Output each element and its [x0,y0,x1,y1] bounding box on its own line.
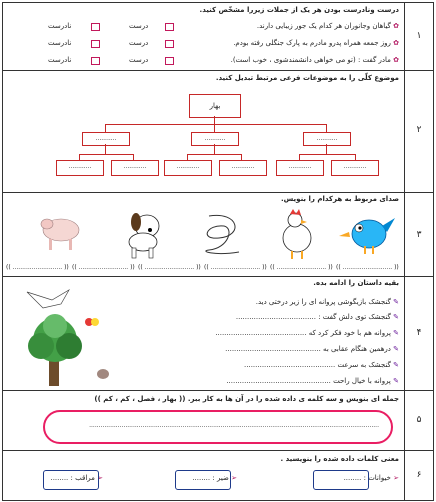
connector [326,124,327,132]
statement-1: ✿ گیاهان وجانوران هر کدام یک جور زیبایی دارند. [256,22,399,30]
dog-icon [129,213,159,258]
true-option-3[interactable]: درست [129,56,149,64]
sound-answer[interactable]: (( .......................... )) [72,264,135,271]
leaf-box[interactable]: ............ [219,160,267,176]
section-number: ۶ [416,470,422,480]
statement-3: ✿ مادر گفت : (تو می خواهی دانشمندشوی ، خوب است). [230,56,399,64]
sound-answer[interactable]: (( .......................... )) [270,264,333,271]
connector [105,124,106,132]
sound-answer[interactable]: (( .......................... )) [138,264,201,271]
story-line[interactable]: ✎ پروانه با خیال راحت ............................................... [226,377,399,385]
leaf-box[interactable]: ............ [331,160,379,176]
answer-box[interactable] [175,470,231,490]
false-option-3[interactable]: نادرست [48,56,72,64]
statement-2: ✿ روز جمعه همراه پدرو مادرم به پارک جنگلی رفته بودم. [233,39,399,47]
word-item: ➢ مراقب : ........ [50,474,103,482]
false-option-2[interactable]: نادرست [48,39,72,47]
subtopic-box[interactable]: ........... [191,132,239,146]
section-number: ۲ [416,125,422,135]
connector [105,124,327,125]
section-5 [3,390,433,451]
true-checkbox-1[interactable] [165,23,174,31]
true-checkbox-3[interactable] [165,57,174,65]
story-line[interactable]: ✎ گنجشک به سرعت ......................................... [244,361,399,369]
section-6 [3,450,433,500]
section-title: صدای مربوط به هرکدام را بنویس. [281,195,399,203]
section-title: بقیه داستان را ادامه بده. [313,279,399,287]
story-line: ✎ گنجشک بازیگوشی پروانه ای را زیر درختی دید. [255,298,399,306]
connector [105,144,106,154]
leaf-box[interactable]: ............ [111,160,159,176]
true-option-2[interactable]: درست [129,39,149,47]
tree-icon [28,314,82,386]
false-checkbox-2[interactable] [91,40,100,48]
section-title: موضوع کلّی را به موضوعات فرعی مرتبط تبدیل کنید. [215,74,399,82]
connector [299,154,355,155]
answer-oval[interactable] [43,410,393,444]
section-number: ۳ [416,230,422,240]
bird-icon [339,218,395,254]
connector [214,144,215,154]
answer-box[interactable] [313,470,369,490]
connector [326,144,327,154]
subtopic-box[interactable]: ........... [82,132,130,146]
connector [187,154,241,155]
answer-line[interactable]: ........................................................................................................................................................ [89,422,379,429]
sound-answer[interactable]: (( .......................... )) [6,264,69,271]
section-4 [3,276,433,391]
section-2 [3,70,433,193]
eagle-icon [27,290,69,308]
leaf-box[interactable]: ............ [56,160,104,176]
section-number: ۴ [416,328,422,338]
leaf-box[interactable]: ............ [164,160,212,176]
section-3 [3,192,433,277]
connector [214,124,215,132]
sound-answer[interactable]: (( .......................... )) [336,264,399,271]
section-1 [3,3,433,71]
word-item: ➢ خیوانات : ........ [343,474,399,482]
worksheet-frame [2,2,434,501]
word-item: ➢ ضیر : ........ [192,474,237,482]
section-number: ۱ [416,31,422,41]
connector [214,116,215,124]
sound-answer[interactable]: (( .......................... )) [204,264,267,271]
section-title: معنی کلمات داده شده را بنویسید . [280,455,399,463]
section-title: جمله ای بنویس و سه کلمه ی داده شده را در آن ها به کار ببر. (( بهار ، فصل ، کم ، کم )) [94,395,399,403]
snake-icon [206,215,239,253]
true-checkbox-2[interactable] [165,40,174,48]
answer-box[interactable] [43,470,99,490]
subtopic-box[interactable]: ........... [303,132,351,146]
animal-pictures [39,206,399,260]
section-number: ۵ [416,415,422,425]
story-picture [7,282,117,388]
story-line[interactable]: ✎ درهمین هنگام عقابی به ........................................... [225,345,399,353]
sheep-icon [41,219,79,250]
rooster-icon [283,209,311,259]
story-line[interactable]: ✎ پروانه هم با خود فکر کرد که ......................................... [215,329,399,337]
root-topic-box: بهار [189,94,241,118]
false-option-1[interactable]: نادرست [48,22,72,30]
leaf-box[interactable]: ............ [276,160,324,176]
story-line[interactable]: ✎ گنجشک توی دلش گفت : .................................... [235,313,399,321]
butterfly-icon [85,318,99,326]
connector [79,154,133,155]
true-option-1[interactable]: درست [129,22,149,30]
sparrow-icon [97,369,109,379]
false-checkbox-3[interactable] [91,57,100,65]
section-title: درست ونادرست بودن هر یک از جملات زیررا مشخّص کنید. [199,6,399,14]
false-checkbox-1[interactable] [91,23,100,31]
